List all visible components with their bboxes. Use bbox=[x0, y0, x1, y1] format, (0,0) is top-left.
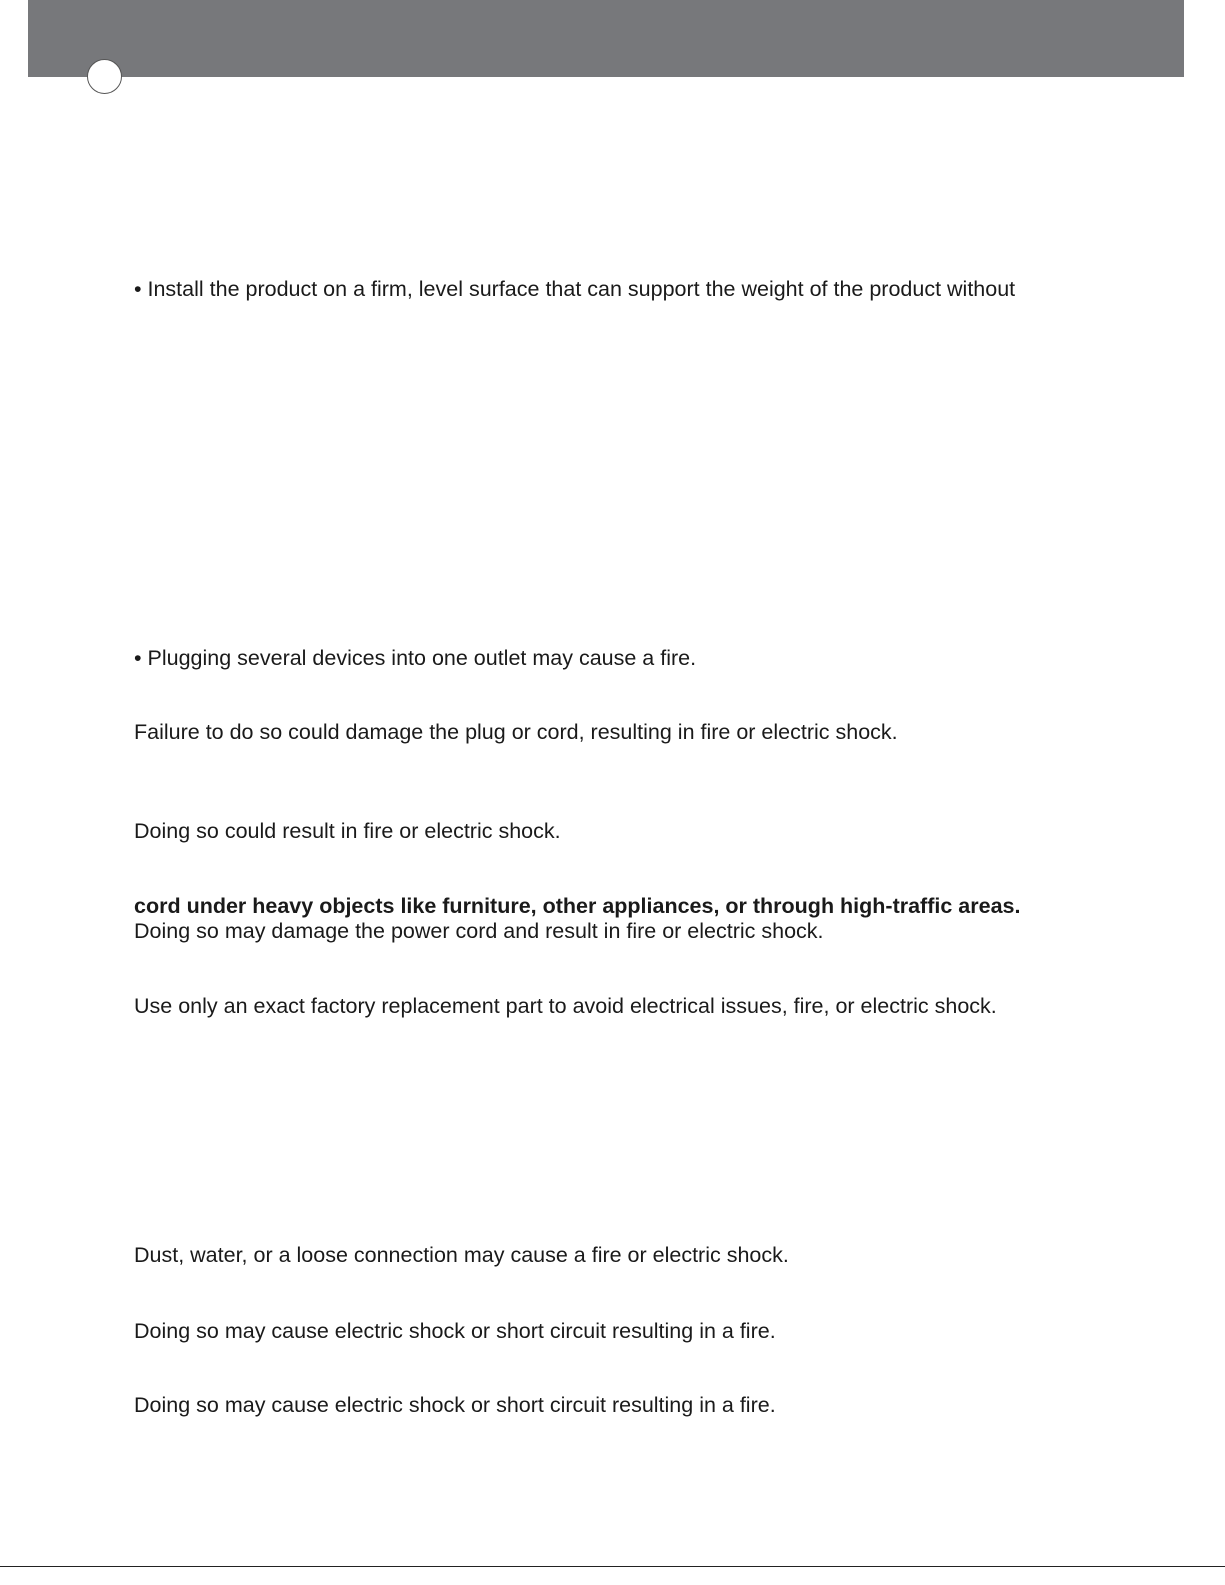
plugging-warning: • Plugging several devices into one outlet may cause a fire. bbox=[134, 646, 697, 670]
bottom-rule bbox=[0, 1566, 1225, 1567]
replacement-part-note: Use only an exact factory replacement part to avoid electrical issues, fire, or electric shock. bbox=[134, 994, 997, 1018]
short-circuit-warning-2: Doing so may cause electric shock or short circuit resulting in a fire. bbox=[134, 1393, 776, 1417]
failure-consequence: Failure to do so could damage the plug or cord, resulting in fire or electric shock. bbox=[134, 720, 898, 744]
dust-warning: Dust, water, or a loose connection may cause a fire or electric shock. bbox=[134, 1243, 789, 1267]
doing-so-consequence: Doing so could result in fire or electric shock. bbox=[134, 819, 561, 843]
cord-damage-consequence: Doing so may damage the power cord and result in fire or electric shock. bbox=[134, 919, 824, 943]
header-bar bbox=[28, 0, 1184, 77]
install-instruction: • Install the product on a firm, level surface that can support the weight of the product without bbox=[134, 277, 1016, 301]
page-number-circle bbox=[87, 59, 122, 94]
short-circuit-warning-1: Doing so may cause electric shock or short circuit resulting in a fire. bbox=[134, 1319, 776, 1343]
cord-placement-warning: cord under heavy objects like furniture, other appliances, or through high-traffic areas. bbox=[134, 894, 1021, 918]
